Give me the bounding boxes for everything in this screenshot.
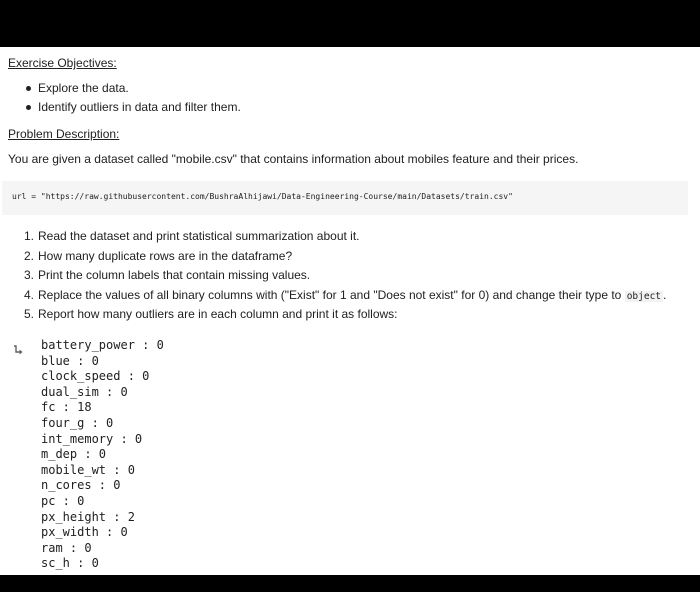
task-item	[0, 305, 666, 325]
output-line: clock_speed : 0	[41, 369, 150, 384]
output-line: dual_sim : 0	[41, 384, 128, 399]
task-number: 1.	[24, 229, 35, 243]
task-number: 5.	[24, 307, 35, 321]
top-black-bar	[0, 0, 700, 47]
task-item	[0, 286, 666, 306]
output-line: four_g : 0	[41, 415, 114, 430]
task-text: Replace the values of all binary columns with ("Exist" for 1 and "Does not exist" for 0) and change their type to	[38, 287, 622, 302]
output-line: mobile_wt : 0	[41, 462, 135, 477]
problem-heading: Problem Description:	[8, 127, 120, 141]
task-text: Print the column labels that contain missing values.	[38, 268, 311, 282]
task-suffix: .	[663, 287, 667, 302]
code-line-url: url = "https://raw.githubusercontent.com/BushraAlhijawi/Data-Engineering-Course/main/Datasets/train.csv"	[12, 192, 513, 201]
task-number: 3.	[24, 268, 35, 282]
problem-description: You are given a dataset called "mobile.csv" that contains information about mobiles feature and their prices.	[8, 152, 579, 166]
objectives-heading: Exercise Objectives:	[8, 56, 117, 70]
task-number: 4.	[24, 287, 35, 302]
output-line: pc : 0	[41, 493, 85, 508]
output-line: sc_h : 0	[41, 556, 99, 571]
task-item	[0, 266, 666, 286]
output-line: ram : 0	[41, 540, 92, 555]
task-list	[0, 227, 666, 325]
task-item	[0, 247, 666, 267]
task-item	[0, 227, 666, 247]
output-line: px_width : 0	[41, 525, 128, 540]
objective-item: Identify outliers in data and filter them.	[0, 98, 241, 117]
output-line: px_height : 2	[41, 509, 135, 524]
output-line: int_memory : 0	[41, 431, 143, 446]
output-line: fc : 18	[41, 400, 92, 415]
output-line: battery_power : 0	[41, 338, 164, 352]
bottom-black-bar	[0, 575, 700, 592]
cell-output	[41, 338, 164, 572]
objective-item: Explore the data.	[0, 79, 241, 98]
output-line: n_cores : 0	[41, 478, 121, 493]
output-line: blue : 0	[41, 353, 99, 368]
task-text: How many duplicate rows are in the dataframe?	[38, 248, 293, 263]
output-line: m_dep : 0	[41, 447, 107, 462]
inline-code-object: object	[626, 290, 662, 302]
task-text: Report how many outliers are in each column and print it as follows:	[38, 307, 398, 321]
notebook-page	[0, 47, 700, 575]
code-cell[interactable]	[2, 181, 688, 215]
task-text: Read the dataset and print statistical summarization about it.	[38, 229, 360, 243]
objectives-list	[0, 79, 241, 117]
output-arrow-icon[interactable]	[13, 345, 25, 356]
task-number: 2.	[24, 248, 35, 263]
